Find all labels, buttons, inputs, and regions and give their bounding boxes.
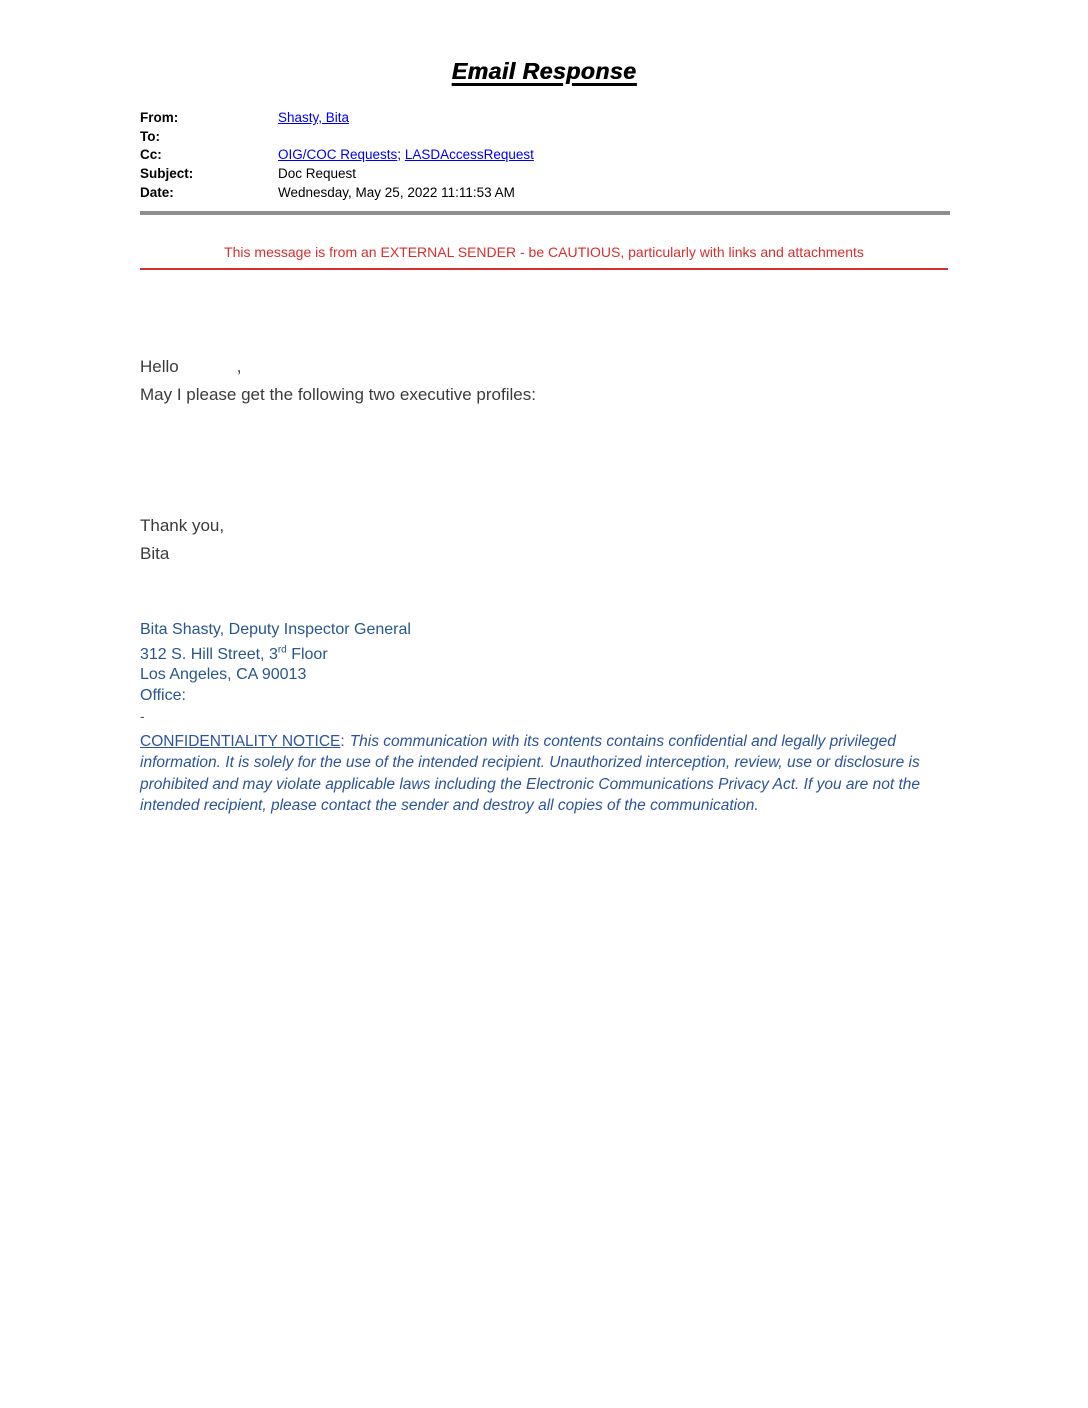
request-line: May I please get the following two executive profiles: [140, 384, 536, 404]
header-row-to [140, 128, 534, 147]
greeting-text: Hello [140, 357, 179, 376]
greeting-comma: , [236, 357, 242, 376]
cc-label: Cc: [140, 147, 162, 163]
confidentiality-notice-colon: : [340, 733, 345, 750]
from-label: From: [140, 110, 179, 125]
ordinal-superscript: rd [277, 644, 287, 656]
cc-separator: ; [397, 147, 405, 163]
email-body [140, 353, 536, 408]
header-row-cc [140, 146, 534, 165]
header-row-subject [140, 165, 534, 184]
email-closing [140, 512, 224, 567]
email-headers [140, 109, 534, 203]
closing-name: Bita [140, 543, 170, 563]
subject-label: Subject: [140, 166, 194, 182]
subject-value: Doc Request [278, 166, 357, 182]
signature-street: 312 S. Hill Street, 3rd Floor [140, 644, 328, 663]
signature-dash: - [140, 708, 145, 724]
cc-link-oig-coc-requests[interactable]: OIG/COC Requests [278, 147, 398, 163]
header-row-from [140, 109, 534, 128]
from-sender-link[interactable]: Shasty, Bita [278, 110, 350, 125]
date-value: Wednesday, May 25, 2022 11:11:53 AM [278, 184, 515, 200]
signature-office: Office: [140, 686, 186, 704]
signature-name-title: Bita Shasty, Deputy Inspector General [140, 621, 411, 638]
signature-city: Los Angeles, CA 90013 [140, 666, 307, 683]
external-sender-warning: This message is from an EXTERNAL SENDER - be CAUTIOUS, particularly with links and attachments [140, 244, 948, 270]
signature-block [140, 620, 411, 706]
date-label: Date: [140, 184, 174, 200]
to-label: To: [140, 128, 160, 144]
header-divider [140, 211, 950, 215]
header-row-date [140, 184, 534, 203]
confidentiality-notice-heading: CONFIDENTIALITY NOTICE [140, 733, 341, 750]
cc-link-lasd-access-request[interactable]: LASDAccessRequest [404, 147, 534, 163]
page-title: Email Response [451, 58, 637, 84]
greeting-line [140, 353, 536, 381]
confidentiality-notice-text: This communication with its contents contains confidential and legally privileged information. It is solely for the use of the intended recipient. Unauthorized interception, review, use or disclosure is prohibited and may violate applicable laws including the Electronic Communications Privacy Act. If you are not the intended recipient, please contact the sender and destroy all copies of the communication. [140, 733, 920, 815]
closing-text: Thank you, [140, 516, 225, 535]
confidentiality-notice [140, 731, 952, 817]
